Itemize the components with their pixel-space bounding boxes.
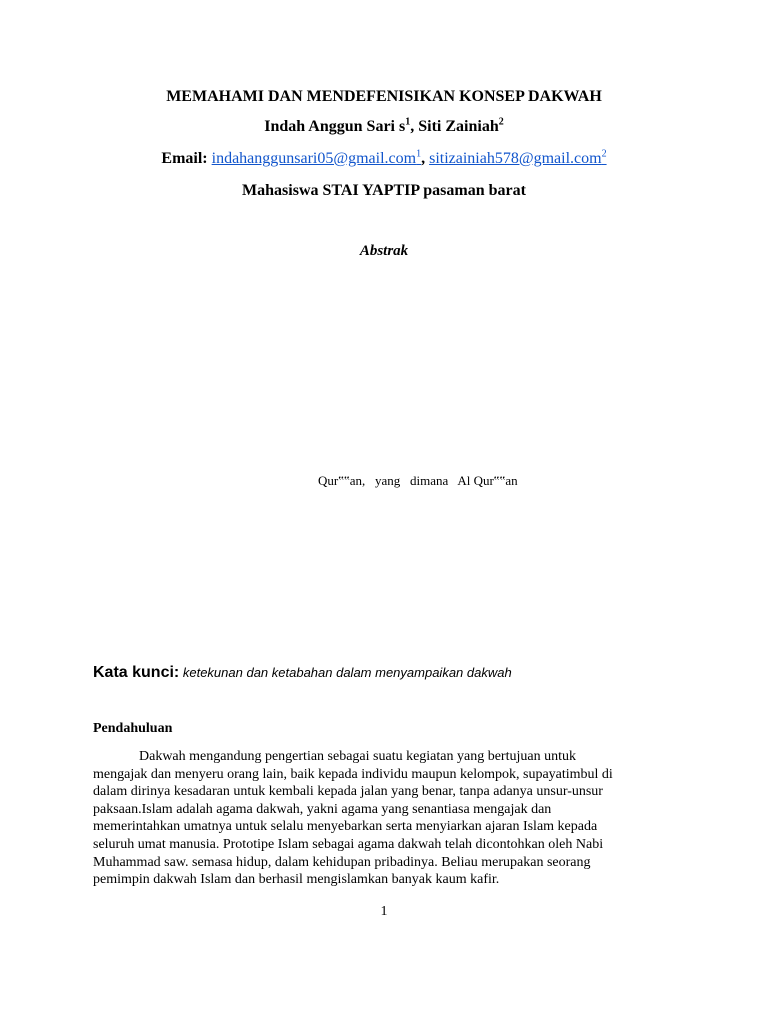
paragraph-line: dalam dirinya kesadaran untuk kembali kepada jalan yang benar, tanpa adanya unsur-unsur <box>93 784 603 800</box>
abstract-fragment: Qur‟‟an, yang dimana Al Qur‟‟an <box>318 473 518 488</box>
author-2-name: Siti Zainiah <box>418 118 499 135</box>
section-heading-pendahuluan: Pendahuluan <box>93 721 173 736</box>
email-2-superscript: 2 <box>601 148 607 160</box>
email-line <box>0 150 768 168</box>
keywords-label: Kata kunci: <box>93 664 180 681</box>
email-separator: , <box>421 150 430 167</box>
abstract-heading: Abstrak <box>359 243 409 259</box>
author-line <box>0 118 768 136</box>
author-1-superscript: 1 <box>405 116 411 128</box>
paper-title: MEMAHAMI DAN MENDEFENISIKAN KONSEP DAKWAH <box>166 88 602 105</box>
paragraph-line: Dakwah mengandung pengertian sebagai suatu kegiatan yang bertujuan untuk <box>139 749 576 764</box>
author-1-name: Indah Anggun Sari s <box>264 118 406 135</box>
email-link-1[interactable] <box>212 150 421 167</box>
paragraph-line: mengajak dan menyeru orang lain, baik kepada individu maupun kelompok, supayatimbul di <box>93 766 613 782</box>
email-link-2[interactable] <box>429 150 606 167</box>
email-1-text: indahanggunsari05@gmail.com <box>211 150 417 167</box>
page-number: 1 <box>380 904 388 919</box>
affiliation: Mahasiswa STAI YAPTIP pasaman barat <box>242 182 526 199</box>
email-1-superscript: 1 <box>416 148 422 160</box>
email-label: Email: <box>161 150 212 167</box>
intro-paragraph <box>93 748 683 889</box>
paragraph-line: memerintahkan umatnya untuk selalu menyebarkan serta menyiarkan ajaran Islam kepada <box>93 819 598 835</box>
keywords-line <box>93 664 512 682</box>
keywords-value: ketekunan dan ketabahan dalam menyampaikan dakwah <box>179 665 512 680</box>
paragraph-line: paksaan.Islam adalah agama dakwah, yakni agama yang senantiasa mengajak dan <box>93 801 552 817</box>
paragraph-line: seluruh umat manusia. Prototipe Islam sebagai agama dakwah telah dicontohkan oleh Nabi <box>93 836 604 852</box>
author-2-superscript: 2 <box>498 116 504 128</box>
email-2-text: sitizainiah578@gmail.com <box>429 150 602 167</box>
author-separator: , <box>410 118 419 135</box>
paragraph-line: pemimpin dakwah Islam dan berhasil mengislamkan banyak kaum kafir. <box>93 872 500 888</box>
paragraph-line: Muhammad saw. semasa hidup, dalam kehidupan pribadinya. Beliau merupakan seorang <box>93 854 591 870</box>
